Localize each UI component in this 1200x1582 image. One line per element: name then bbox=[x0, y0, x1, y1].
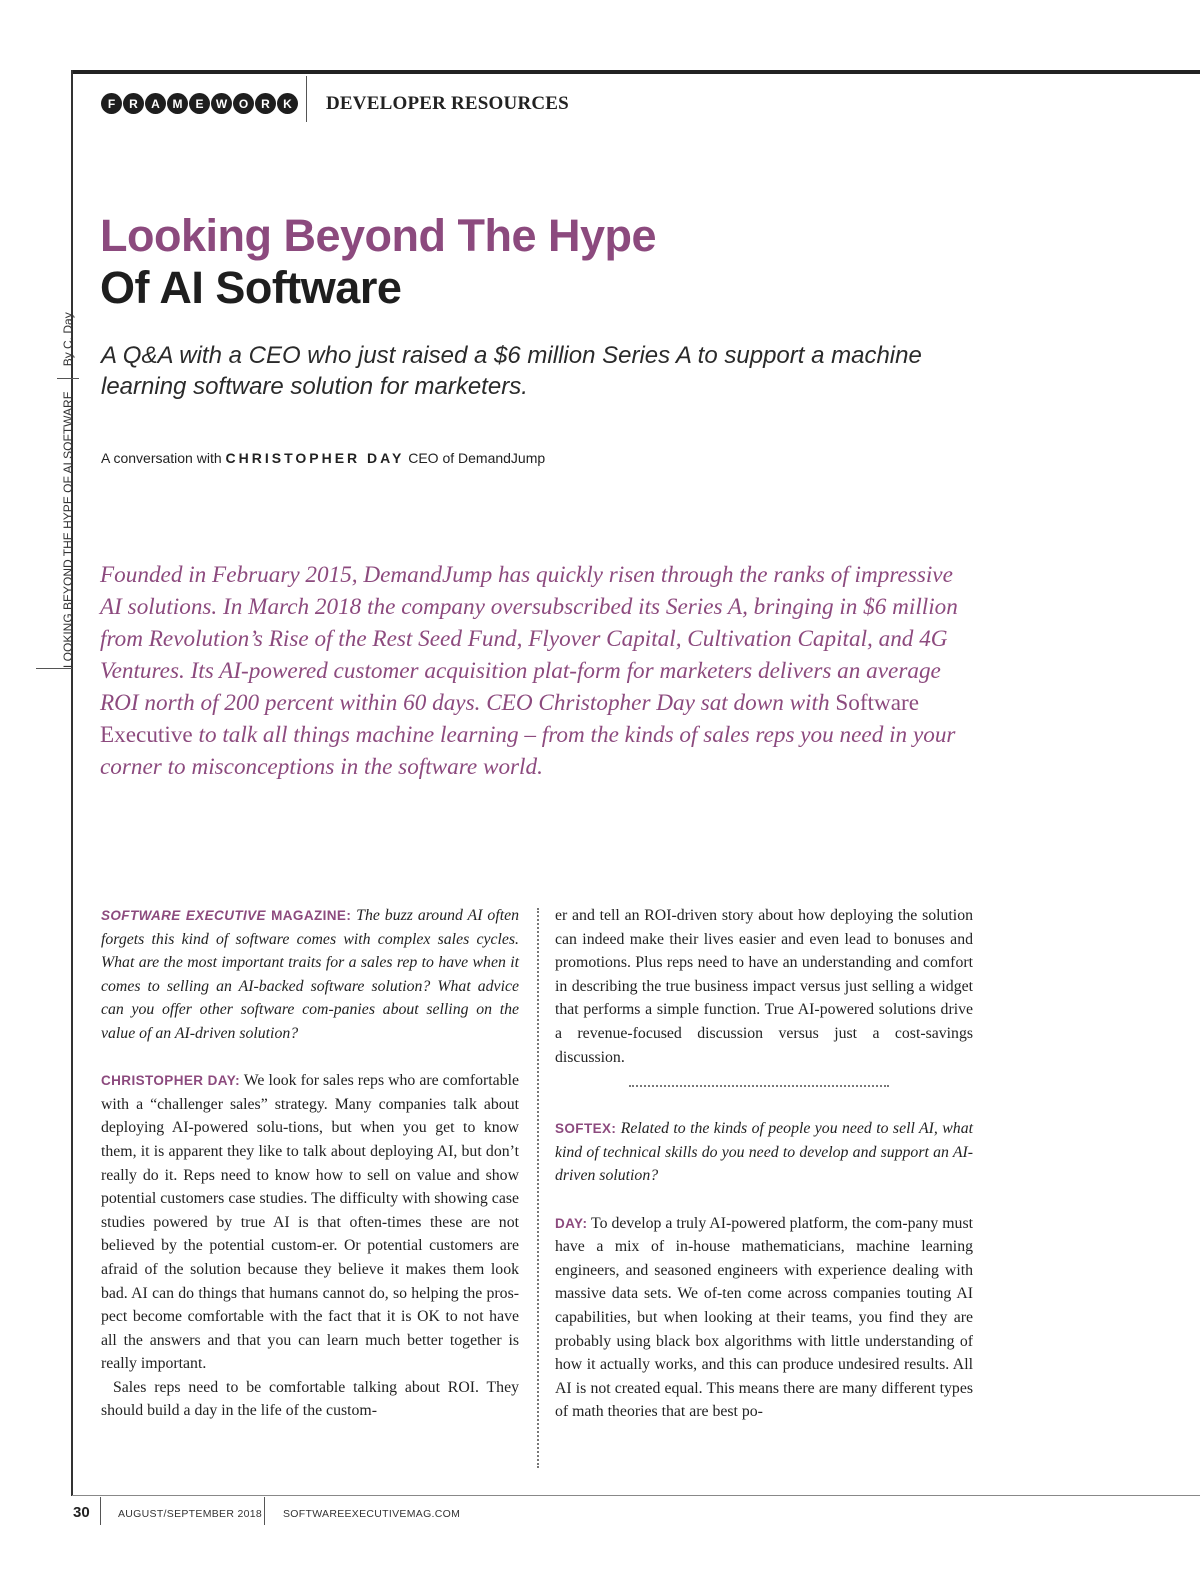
column-divider bbox=[537, 908, 539, 1468]
logo-letter: A bbox=[145, 93, 166, 114]
side-author: By C. Day bbox=[61, 312, 75, 367]
speaker-label: DAY: bbox=[555, 1215, 588, 1231]
logo-letter: R bbox=[255, 93, 276, 114]
logo-letter: F bbox=[101, 93, 122, 114]
framework-logo bbox=[101, 93, 298, 114]
answer-1-end: er and tell an ROI-driven story about how deploying the solution can indeed make their lives easier and even lead to bonuses and promotions. Plus reps need to have an understanding and comfort in describing the true business impact versus just selling a widget that performs a simple function. True AI-powered solutions drive a revenue-focused discussion versus just a cost-savings discussion. bbox=[555, 907, 973, 1066]
byline-prefix: A conversation with bbox=[101, 450, 222, 466]
column-right bbox=[555, 904, 973, 1424]
answer-text: We look for sales reps who are comfortable with a “challenger sales” strategy. Many companies talk about deploying AI-powered solu-tions, but when you get to know them, it is apparent they like to talk about deploying AI, but don’t really do it. Reps need to know how to sell on value and show potential customers case studies. The difficulty with showing case studies powered by true AI is that often-times these are not believed by the potential custom-er. Or potential customers are afraid of the solution because they believe it makes them look bad. AI can do things that humans cannot do, so helping the pros-pect become comfortable with the fact that it is OK to not have all the answers and that you can learn much better together is really important. bbox=[101, 1072, 519, 1373]
speaker-label: SOFTEX: bbox=[555, 1121, 617, 1137]
article-title bbox=[100, 210, 656, 314]
column-left bbox=[101, 904, 519, 1423]
intro-text-1: Founded in February 2015, DemandJump has quickly risen through the ranks of impressive AI solutions. In March 2018 the company oversubscribed its Series A, bringing in $6 million from Revolution’s Rise of the Rest Seed Fund, Flyover Capital, Cultivation Capital, and 4G Ventures. Its AI-powered customer acquisition plat-form for marketers delivers an average ROI north of 200 percent within 60 days. CEO Christopher Day sat down with bbox=[100, 562, 958, 716]
intro-paragraph bbox=[100, 559, 980, 783]
logo-letter: K bbox=[277, 93, 298, 114]
title-line-2: Of AI Software bbox=[100, 262, 402, 313]
logo-letter: M bbox=[167, 93, 188, 114]
answer-2 bbox=[555, 1212, 973, 1424]
article-subtitle: A Q&A with a CEO who just raised a $6 million Series A to support a machine learning software solution for marketers. bbox=[101, 342, 922, 400]
answer-text: To develop a truly AI-powered platform, the com-pany must have a mix of in-house mathematicians, machine learning engineers, and seasoned engineers with experience dealing with massive data sets. We of-ten come across companies touting AI capabilities, but when looking at their teams, you find they are probably using black box algorithms with little understanding of how it actually works, and this can produce undesired results. All AI is not created equal. This means there are many different types of math theories that are best po- bbox=[555, 1214, 973, 1421]
logo-letter: E bbox=[189, 93, 210, 114]
section-label: DEVELOPER RESOURCES bbox=[326, 93, 569, 114]
running-title: LOOKING BEYOND THE HYPE OF AI SOFTWARE bbox=[61, 391, 75, 668]
side-running-head bbox=[57, 312, 79, 668]
byline-name: CHRISTOPHER DAY bbox=[225, 450, 405, 466]
logo-letter: R bbox=[123, 93, 144, 114]
intro-text-2: to talk all things machine learning – from the kinds of sales reps you need in your corner to misconceptions in the software world. bbox=[100, 722, 956, 780]
footer-site: SOFTWAREEXECUTIVEMAG.COM bbox=[283, 1508, 461, 1520]
side-tick-rule bbox=[36, 668, 72, 669]
footer-issue: AUGUST/SEPTEMBER 2018 bbox=[118, 1508, 263, 1520]
footer-divider bbox=[100, 1497, 101, 1525]
intro-publication: Software Executive bbox=[100, 690, 920, 748]
answer-1 bbox=[101, 1069, 519, 1376]
speaker-label: CHRISTOPHER DAY: bbox=[101, 1073, 241, 1089]
page-number: 30 bbox=[73, 1504, 90, 1521]
left-margin-rule bbox=[71, 70, 73, 1496]
dotted-separator bbox=[629, 1085, 889, 1087]
answer-1-continued: Sales reps need to be comfortable talking about ROI. They should build a day in the life of the custom- bbox=[101, 1378, 519, 1420]
question-2 bbox=[555, 1117, 973, 1188]
title-line-1: Looking Beyond The Hype bbox=[100, 210, 657, 261]
question-text: Related to the kinds of people you need to sell AI, what kind of technical skills do you need to develop and support an AI-driven solution? bbox=[555, 1120, 973, 1185]
logo-letter: O bbox=[233, 93, 254, 114]
top-rule bbox=[72, 70, 1200, 74]
byline-suffix: CEO of DemandJump bbox=[408, 450, 546, 466]
byline bbox=[101, 450, 545, 466]
question-text: The buzz around AI often forgets this kind of software comes with complex sales cycles. What are the most important traits for a sales rep to have when it comes to selling an AI-backed software solution? What advice can you offer other software com-panies about selling on the value of an AI-driven solution? bbox=[101, 907, 520, 1042]
speaker-label: SOFTWARE EXECUTIVE MAGAZINE: bbox=[101, 908, 352, 923]
footer-divider bbox=[264, 1497, 265, 1525]
header-divider bbox=[306, 76, 307, 122]
question-1 bbox=[101, 904, 519, 1046]
bottom-rule bbox=[72, 1495, 1200, 1496]
side-divider bbox=[57, 378, 79, 379]
logo-letter: W bbox=[211, 93, 232, 114]
